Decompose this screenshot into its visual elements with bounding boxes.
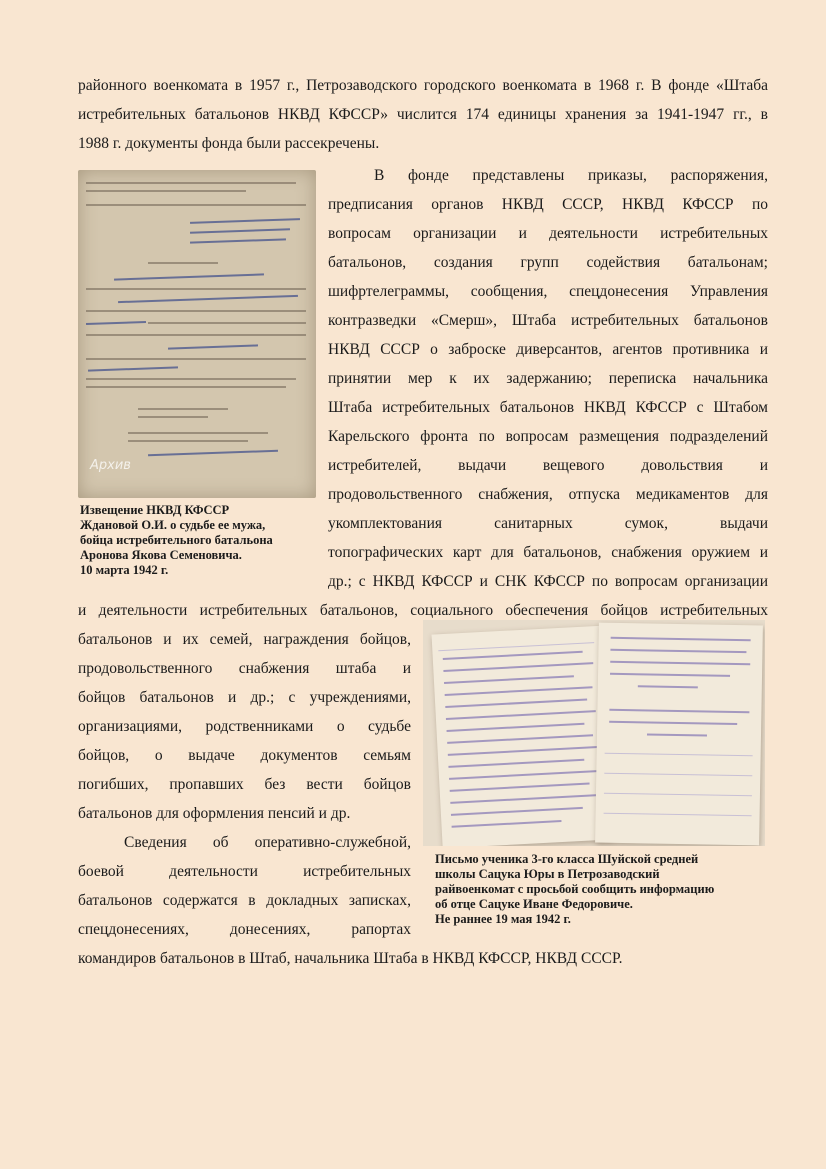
body-line: продовольственного снабжения штаба и	[78, 660, 411, 677]
archival-notice-image	[78, 170, 316, 498]
caption-line: школы Сацука Юры в Петрозаводский	[435, 867, 660, 881]
body-line: боевой деятельности истребительных	[78, 863, 411, 880]
body-line: и деятельности истребительных батальонов, социального обеспечения бойцов истребительных	[78, 602, 768, 619]
caption-line: райвоенкомат с просьбой сообщить информацию	[435, 882, 715, 896]
body-line: укомплектования санитарных сумок, выдачи	[328, 515, 768, 532]
figure2-caption	[435, 852, 714, 927]
caption-line: Не раннее 19 мая 1942 г.	[435, 912, 571, 926]
body-line: истребительных батальонов НКВД КФССР» числится 174 единицы хранения за 1941-1947 гг., в	[78, 106, 768, 123]
body-line: Карельского фронта по вопросам размещения подразделений	[328, 428, 768, 445]
handwritten-letter-image	[423, 620, 765, 846]
caption-line: Ждановой О.И. о судьбе ее мужа,	[80, 518, 266, 532]
body-line: батальонов содержатся в докладных записках,	[78, 892, 411, 909]
body-line: районного военкомата в 1957 г., Петрозаводского городского военкомата в 1968 г. В фонде «Штаба	[78, 77, 768, 94]
caption-line: 10 марта 1942 г.	[80, 563, 169, 577]
body-line: предписания органов НКВД СССР, НКВД КФССР по	[328, 196, 768, 213]
body-line: контразведки «Смерш», Штаба истребительных батальонов	[328, 312, 768, 329]
caption-line: Извещение НКВД КФССР	[80, 503, 230, 517]
body-line: Сведения об оперативно-служебной,	[124, 834, 411, 851]
body-line: истребителей, выдачи вещевого довольствия и	[328, 457, 768, 474]
body-line: принятии мер к их задержанию; переписка начальника	[328, 370, 768, 387]
body-line: др.; с НКВД КФССР и СНК КФССР по вопросам организации	[328, 573, 768, 590]
body-line: организациями, родственниками о судьбе	[78, 718, 411, 735]
body-line: продовольственного снабжения, отпуска медикаментов для	[328, 486, 768, 503]
body-line: командиров батальонов в Штаб, начальника Штаба в НКВД КФССР, НКВД СССР.	[78, 950, 623, 967]
body-line: батальонов для оформления пенсий и др.	[78, 805, 351, 822]
figure1-caption	[80, 503, 273, 578]
body-line: батальонов, создания групп содействия батальонам;	[328, 254, 768, 271]
caption-line: Письмо ученика 3-го класса Шуйской средней	[435, 852, 699, 866]
body-line: батальонов и их семей, награждения бойцов,	[78, 631, 411, 648]
body-line: спецдонесениях, донесениях, рапортах	[78, 921, 411, 938]
body-line: вопросам организации и деятельности истребительных	[328, 225, 768, 242]
body-line: бойцов, о выдаче документов семьям	[78, 747, 411, 764]
body-line: погибших, пропавших без вести бойцов	[78, 776, 411, 793]
caption-line: Аронова Якова Семеновича.	[80, 548, 242, 562]
body-line: 1988 г. документы фонда были рассекречены.	[78, 135, 380, 152]
body-line: шифртелеграммы, сообщения, спецдонесения Управления	[328, 283, 768, 300]
caption-line: об отце Сацуке Иване Федоровиче.	[435, 897, 633, 911]
body-line: бойцов батальонов и др.; с учреждениями,	[78, 689, 411, 706]
body-line: НКВД СССР о заброске диверсантов, агентов противника и	[328, 341, 768, 358]
body-line: В фонде представлены приказы, распоряжения,	[374, 167, 768, 184]
archive-watermark: Архив	[90, 458, 131, 473]
body-line: топографических карт для батальонов, снабжения оружием и	[328, 544, 768, 561]
caption-line: бойца истребительного батальона	[80, 533, 273, 547]
body-line: Штаба истребительных батальонов НКВД КФССР с Штабом	[328, 399, 768, 416]
